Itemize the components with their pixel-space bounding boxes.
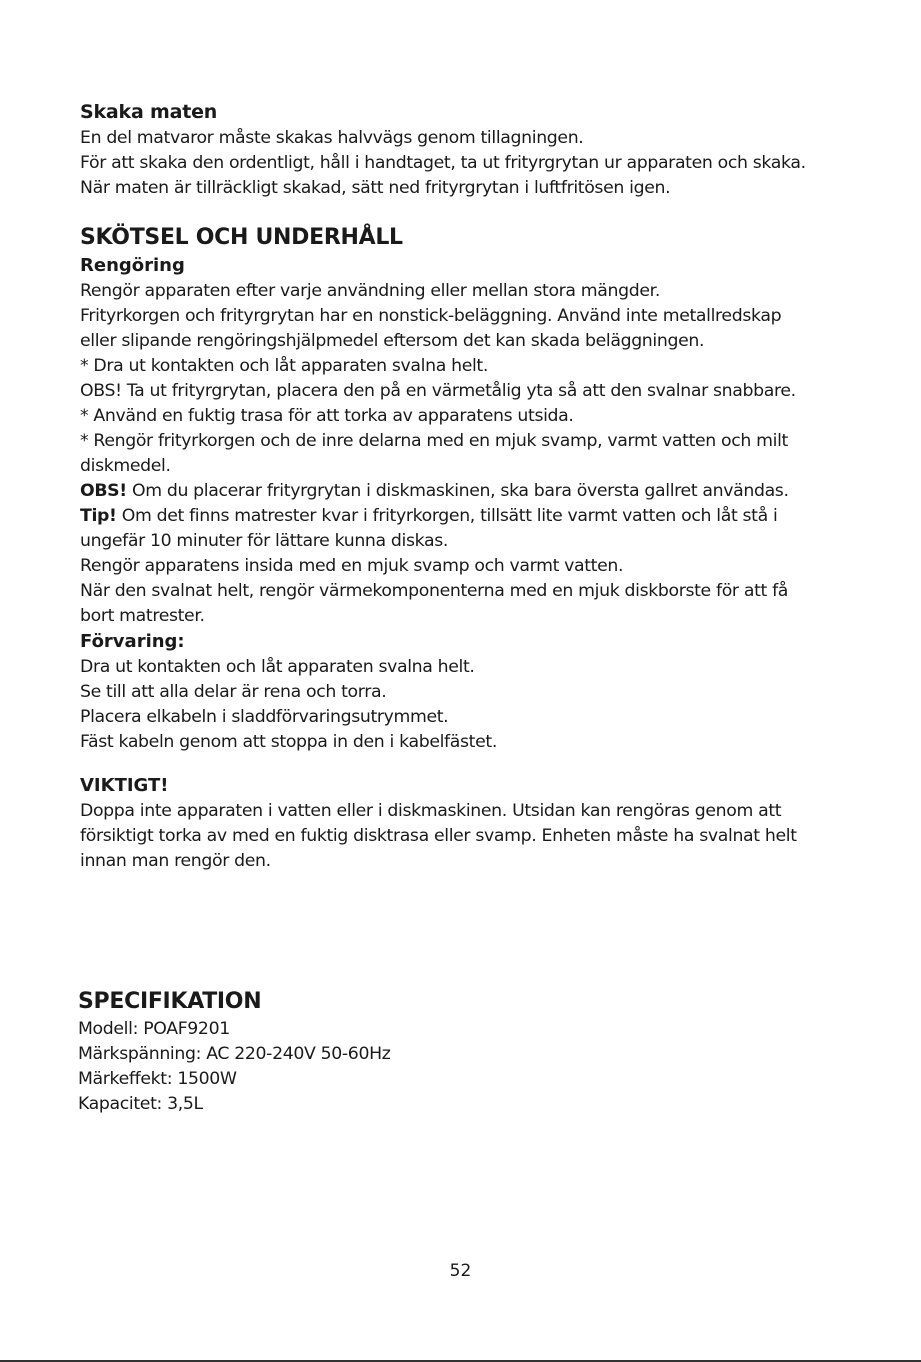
tip-note [80,504,860,529]
storage-line: Fäst kabeln genom att stoppa in den i kabelfästet. [80,732,497,752]
tip-text: Om det finns matrester kvar i frityrkorgen, tillsätt lite varmt vatten och låt stå i [116,506,778,526]
shake-line: När maten är tillräckligt skakad, sätt ned frityrgrytan i luftfritösen igen. [80,178,671,198]
shake-line: För att skaka den ordentligt, håll i handtaget, ta ut frityrgrytan ur apparaten och skaka. [80,153,806,173]
spec-line: Märkeffekt: 1500W [78,1069,237,1089]
cleaning-line: OBS! Ta ut frityrgrytan, placera den på en värmetålig yta så att den svalnar snabbare. [80,381,796,401]
cleaning-line: Rengör apparaten efter varje användning eller mellan stora mängder. [80,281,660,301]
cleaning-line: * Dra ut kontakten och låt apparaten svalna helt. [80,356,489,376]
care-heading: SKÖTSEL OCH UNDERHÅLL [80,225,403,250]
shake-line: En del matvaror måste skakas halvvägs genom tillagningen. [80,128,584,148]
section-important [80,773,860,874]
important-line: Doppa inte apparaten i vatten eller i diskmaskinen. Utsidan kan rengöras genom att [80,801,782,821]
cleaning-line: Rengör apparatens insida med en mjuk svamp och varmt vatten. [80,556,624,576]
cleaning-line: * Använd en fuktig trasa för att torka av apparatens utsida. [80,406,574,426]
spec-line: Modell: POAF9201 [78,1019,230,1039]
storage-heading: Förvaring: [80,631,185,652]
important-line: innan man rengör den. [80,851,271,871]
cleaning-line: * Rengör frityrkorgen och de inre delarna med en mjuk svamp, varmt vatten och milt [80,431,788,451]
cleaning-heading: Rengöring [80,255,185,276]
section-spec [78,987,858,1117]
storage-line: Dra ut kontakten och låt apparaten svalna helt. [80,657,475,677]
obs-note [80,479,860,504]
obs-label: OBS! [80,481,127,501]
storage-line: Se till att alla delar är rena och torra. [80,682,387,702]
important-heading: VIKTIGT! [80,775,169,796]
section-shake [80,98,860,201]
storage-line: Placera elkabeln i sladdförvaringsutrymmet. [80,707,449,727]
spec-heading: SPECIFIKATION [78,989,262,1014]
cleaning-line: När den svalnat helt, rengör värmekomponenterna med en mjuk diskborste för att få [80,581,789,601]
cleaning-line: Frityrkorgen och frityrgrytan har en nonstick-beläggning. Använd inte metallredskap [80,306,782,326]
tip-label: Tip! [80,506,117,526]
page-content [80,98,860,874]
cleaning-line: eller slipande rengöringshjälpmedel eftersom det kan skada beläggningen. [80,331,705,351]
page-number: 52 [449,1261,472,1281]
cleaning-line: ungefär 10 minuter för lättare kunna diskas. [80,531,449,551]
cleaning-line: diskmedel. [80,456,171,476]
section-care [80,223,860,755]
obs-text: Om du placerar frityrgrytan i diskmaskinen, ska bara översta gallret användas. [126,481,789,501]
cleaning-line: bort matrester. [80,606,205,626]
spec-line: Märkspänning: AC 220-240V 50-60Hz [78,1044,391,1064]
shake-heading: Skaka maten [80,101,218,123]
important-line: försiktigt torka av med en fuktig disktrasa eller svamp. Enheten måste ha svalnat helt [80,826,797,846]
spec-line: Kapacitet: 3,5L [78,1094,203,1114]
